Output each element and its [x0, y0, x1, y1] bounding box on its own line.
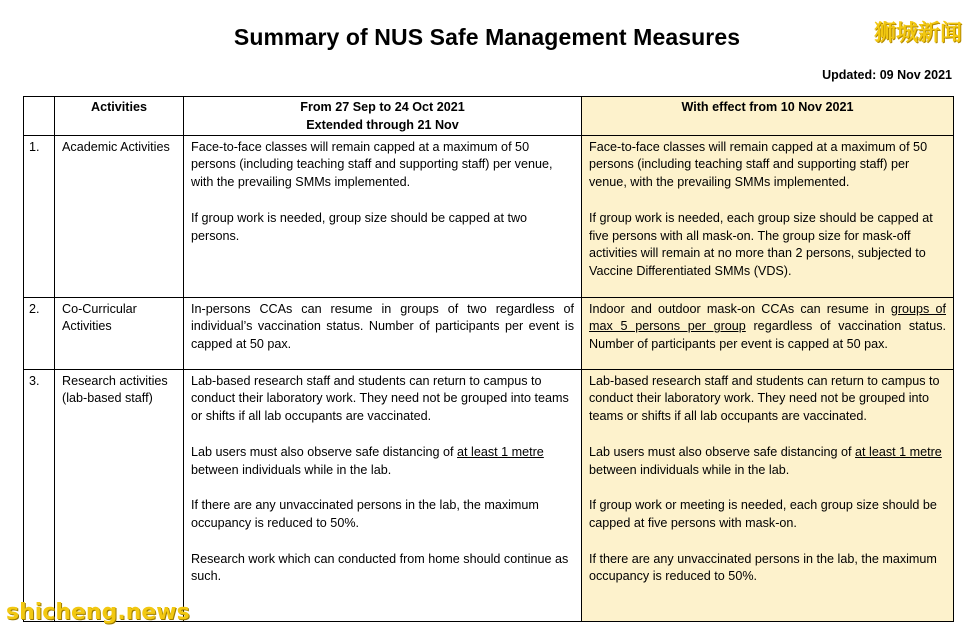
header-old-period — [184, 97, 582, 136]
header-number — [24, 97, 55, 136]
paragraph: If there are any unvaccinated persons in the lab, the maximum occupancy is reduced to 50%. — [589, 551, 937, 584]
paragraph: If there are any unvaccinated persons in the lab, the maximum occupancy is reduced to 50%. — [191, 498, 539, 530]
paragraph: If group work or meeting is needed, each group size should be capped at five persons with mask-on. — [589, 498, 937, 530]
table-header-row — [24, 97, 954, 136]
paragraph-start: Lab users must also observe safe distancing of — [191, 444, 458, 459]
paragraph: If group work is needed, each group size should be capped at five persons with all mask-on. The group size for mask-off activities will remain at no more than 2 persons, subjected to Vaccine Differentiated SMMs (VDS). — [589, 210, 933, 279]
table-row — [24, 369, 954, 621]
row-activity: Co-Curricular Activities — [55, 297, 184, 369]
row-old-measures — [184, 135, 582, 297]
paragraph: In-persons CCAs can resume in groups of two regardless of individual’s vaccination status. Number of participants per event is capped at 50 pax. — [191, 301, 574, 352]
table-row — [24, 297, 954, 369]
paragraph-end: regardless of vaccination status. Number of participants per event is capped at 50 pax. — [589, 319, 946, 352]
document-title: Summary of NUS Safe Management Measures — [233, 24, 741, 50]
header-old-line2: Extended through 21 Nov — [306, 117, 459, 132]
header-new-period: With effect from 10 Nov 2021 — [582, 97, 954, 136]
row-number: 2. — [24, 297, 55, 369]
paragraph-start: Indoor and outdoor mask-on CCAs can resume in — [589, 301, 891, 316]
paragraph — [191, 444, 574, 480]
paragraph-end: between individuals while in the lab. — [589, 462, 790, 477]
paragraph: Research work which can conducted from home should continue as such. — [191, 551, 569, 584]
measures-table — [23, 96, 954, 622]
paragraph: Lab-based research staff and students can return to campus to conduct their laboratory work. They need not be grouped into teams or shifts if all lab occupants are vaccinated. — [589, 373, 940, 424]
paragraph: Face-to-face classes will remain capped at a maximum of 50 persons (including teaching staff and supporting staff) per venue, with the prevailing SMMs implemented. — [589, 139, 928, 190]
row-new-measures — [582, 297, 954, 369]
paragraph: Face-to-face classes will remain capped at a maximum of 50 persons (including teaching staff and supporting staff) per venue, with the prevailing SMMs implemented. — [191, 139, 553, 190]
watermark-logo-bottom: shicheng.news — [6, 600, 190, 625]
updated-date: Updated: 09 Nov 2021 — [822, 68, 952, 82]
row-new-measures — [582, 135, 954, 297]
row-new-measures — [582, 369, 954, 621]
paragraph: If group work is needed, group size should be capped at two persons. — [191, 210, 528, 243]
row-activity: Academic Activities — [55, 135, 184, 297]
paragraph-start: Lab users must also observe safe distancing of — [589, 444, 856, 459]
paragraph — [589, 444, 946, 480]
watermark-logo-top: 狮城新闻 — [873, 21, 962, 46]
row-activity: Research activities (lab-based staff) — [55, 369, 184, 621]
header-activities: Activities — [55, 97, 184, 136]
paragraph: Lab-based research staff and students can return to campus to conduct their laboratory work. They need not be grouped into teams or shifts if all lab occupants are vaccinated. — [191, 373, 569, 424]
underlined-text: at least 1 metre — [457, 444, 544, 459]
underlined-text: groups of max 5 persons per group — [589, 301, 946, 334]
underlined-text: at least 1 metre — [855, 444, 942, 459]
row-old-measures — [184, 369, 582, 621]
paragraph-end: between individuals while in the lab. — [191, 462, 392, 477]
row-number: 1. — [24, 135, 55, 297]
header-old-line1: From 27 Sep to 24 Oct 2021 — [300, 100, 465, 114]
row-number: 3. — [24, 369, 55, 621]
row-old-measures — [184, 297, 582, 369]
table-row — [24, 135, 954, 297]
